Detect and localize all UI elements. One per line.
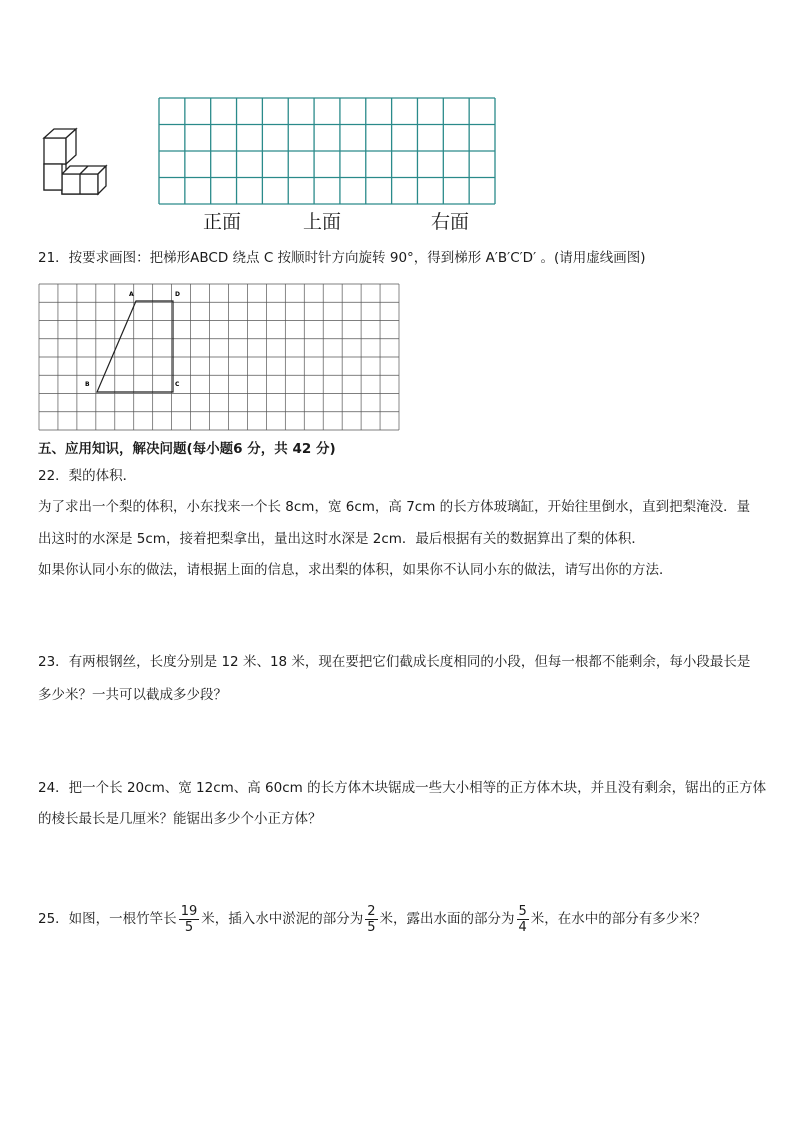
point-d-label: D: [175, 291, 180, 298]
question-22-line-3: 如果你认同小东的做法，请根据上面的信息，求出梨的体积，如果你不认同小东的做法，请写出你的方法．: [38, 562, 673, 578]
point-c-label: C: [175, 381, 180, 388]
trapezoid-grid: [38, 283, 400, 431]
point-b-label: B: [85, 381, 90, 388]
q25-text-2: 米，插入水中淤泥的部分为: [201, 911, 364, 927]
question-25: [38, 899, 706, 939]
question-22-title: 22．梨的体积．: [38, 468, 137, 484]
cube-figure: [40, 124, 112, 196]
question-24-line-1: 24．把一个长 20cm、宽 12cm、高 60cm 的长方体木块锯成一些大小相等的正方体木块，并且没有剩余，锯出的正方体: [38, 780, 767, 796]
point-a-label: A: [129, 291, 134, 298]
question-23-line-1: 23．有两根钢丝，长度分别是 12 米、18 米，现在要把它们截成长度相同的小段，但每一根都不能剩余，每小段最长是: [38, 654, 751, 670]
view-drawing-grid: [158, 97, 496, 205]
top-view-label: 上面: [303, 211, 342, 233]
fraction-2-5: $\frac{2}{5}$: [367, 903, 376, 935]
fraction-19-5: $\frac{19}{5}$: [180, 903, 198, 935]
question-23-line-2: 多少米？一共可以截成多少段？: [38, 687, 227, 703]
right-view-label: 右面: [431, 211, 470, 233]
q25-text-4: 米，在水中的部分有多少米？: [530, 911, 707, 927]
q25-text-3: 米，露出水面的部分为: [379, 911, 515, 927]
q25-text-1: 25．如图，一根竹竿长: [38, 911, 177, 927]
question-22-line-1: 为了求出一个梨的体积，小东找来一个长 8cm，宽 6cm，高 7cm 的长方体玻璃缸，开始往里倒水，直到把梨淹没．量: [38, 499, 751, 515]
front-view-label: 正面: [203, 211, 242, 233]
question-24-line-2: 的棱长最长是几厘米？能锯出多少个小正方体？: [38, 811, 322, 827]
section-5-title: 五、应用知识，解决问题(每小题6 分，共 42 分): [38, 441, 336, 457]
fraction-5-4: $\frac{5}{4}$: [518, 903, 527, 935]
question-21-text: 21．按要求画图：把梯形ABCD 绕点 C 按顺时针方向旋转 90°，得到梯形 A′B′C′D′ 。(请用虚线画图): [38, 250, 646, 266]
trapezoid-abcd: [97, 301, 173, 392]
question-22-line-2: 出这时的水深是 5cm，接着把梨拿出，量出这时水深是 2cm．最后根据有关的数据算出了梨的体积．: [38, 531, 645, 547]
